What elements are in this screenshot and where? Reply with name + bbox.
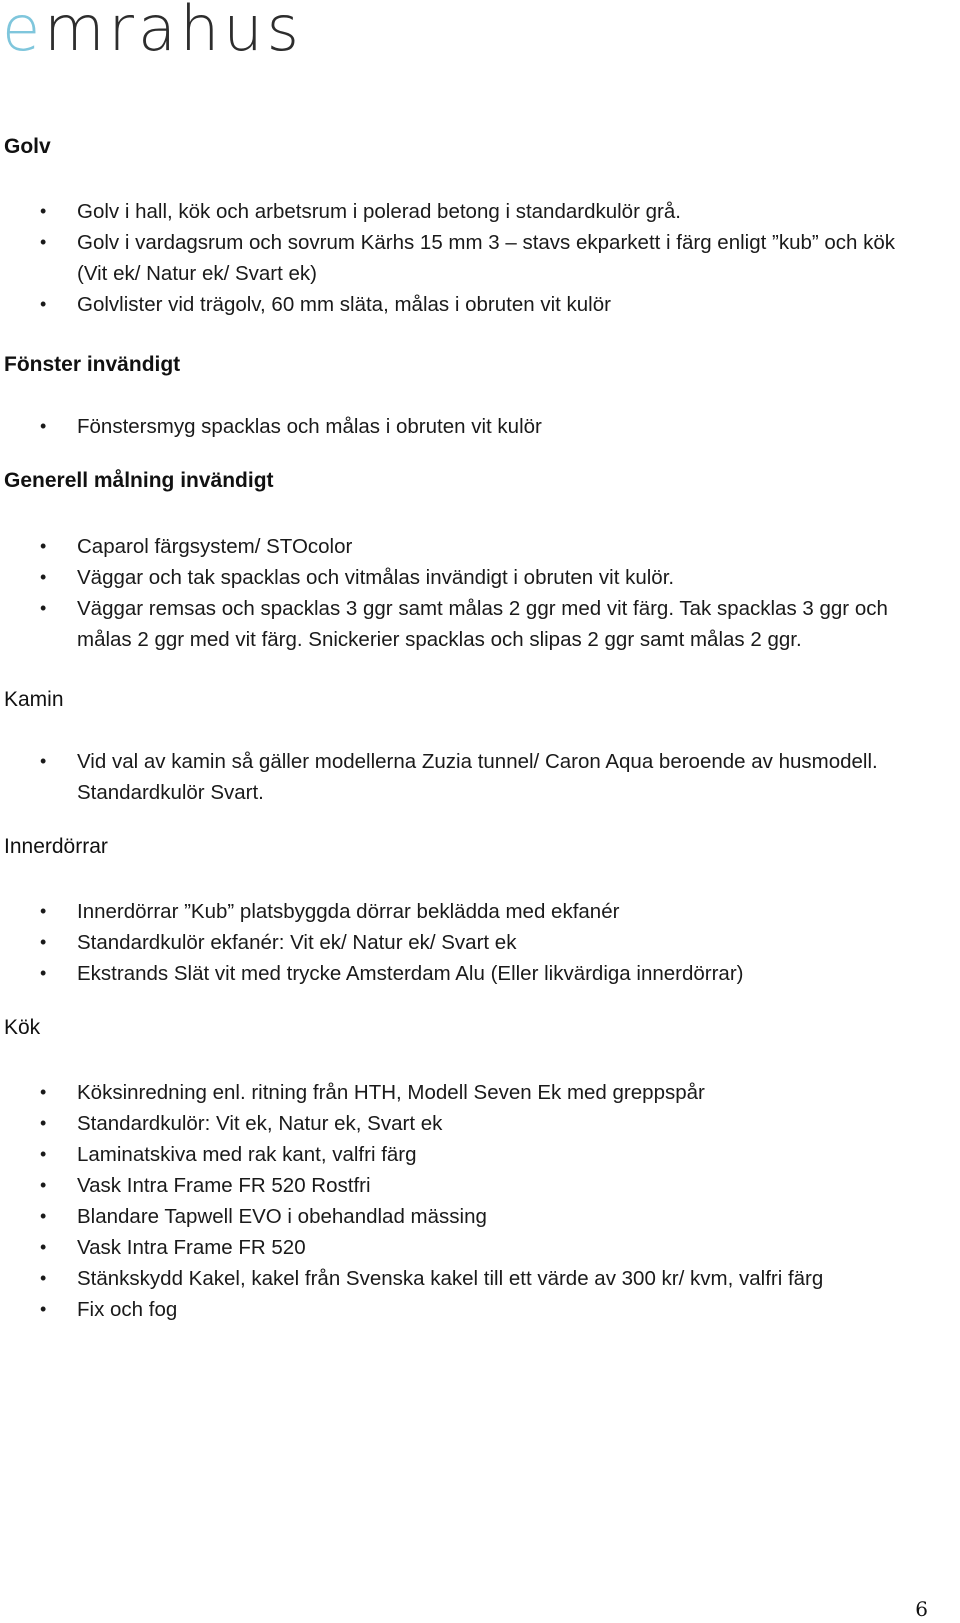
bullet-icon: • [40,1206,47,1226]
list-item-text: Golvlister vid trägolv, 60 mm släta, målas i obruten vit kulör [77,293,611,316]
list-item-text: Fix och fog [77,1298,178,1321]
list-item-text: Standardkulör ekfanér: Vit ek/ Natur ek/ Svart ek [77,931,517,954]
list-item [0,927,960,958]
bullet-icon: • [40,232,47,252]
list-item-text: Köksinredning enl. ritning från HTH, Modell Seven Ek med greppspår [77,1081,705,1104]
list-item-text: Innerdörrar ”Kub” platsbyggda dörrar beklädda med ekfanér [77,900,620,923]
emrahus-logo [2,0,303,65]
bullet-icon: • [40,1299,47,1319]
list-item-text: Vid val av kamin så gäller modellerna Zuzia tunnel/ Caron Aqua beroende av husmodell. Standardkulör Svart. [77,750,878,804]
section-heading-fonster: Fönster invändigt [4,353,181,376]
section-heading-innerdorrar: Innerdörrar [4,835,108,858]
list-item-text: Golv i hall, kök och arbetsrum i polerad betong i standardkulör grå. [77,200,681,223]
bullet-icon: • [40,901,47,921]
bullet-icon: • [40,1113,47,1133]
list-item-text: Laminatskiva med rak kant, valfri färg [77,1143,417,1166]
list-item-text: Standardkulör: Vit ek, Natur ek, Svart ek [77,1112,443,1135]
bullet-icon: • [40,1268,47,1288]
list-item [0,1077,960,1108]
list-item [0,1170,960,1201]
bullet-icon: • [40,416,47,436]
bullet-icon: • [40,1144,47,1164]
list-item [0,1263,960,1294]
bullet-icon: • [40,567,47,587]
section-heading-golv: Golv [4,135,51,158]
list-item [0,1108,960,1139]
list-fonster [0,411,960,442]
list-item-text: Golv i vardagsrum och sovrum Kärhs 15 mm 3 – stavs ekparkett i färg enligt ”kub” och kök (Vit ek/ Natur ek/ Svart ek) [77,231,896,285]
list-innerdorrar [0,896,960,989]
bullet-icon: • [40,1237,47,1257]
list-item [0,289,960,320]
bullet-icon: • [40,963,47,983]
list-item [0,593,960,655]
bullet-icon: • [40,598,47,618]
list-item-text: Vask Intra Frame FR 520 Rostfri [77,1174,371,1197]
list-item [0,562,960,593]
list-kamin [0,746,960,808]
page-number: 6 [915,1597,928,1621]
list-item-text: Blandare Tapwell EVO i obehandlad mässing [77,1205,487,1228]
list-item [0,196,960,227]
bullet-icon: • [40,536,47,556]
bullet-icon: • [40,751,47,771]
list-item [0,531,960,562]
section-heading-malning: Generell målning invändigt [4,469,274,492]
logo-first-letter: e [2,0,45,65]
list-item [0,746,960,808]
list-item-text: Stänkskydd Kakel, kakel från Svenska kakel till ett värde av 300 kr/ kvm, valfri färg [77,1267,824,1290]
list-item-text: Väggar remsas och spacklas 3 ggr samt målas 2 ggr med vit färg. Tak spacklas 3 ggr och målas 2 ggr med vit färg. Snickerier spacklas och slipas 2 ggr samt målas 2 ggr. [77,597,888,651]
list-golv [0,196,960,320]
logo-rest: mrahus [44,0,303,65]
list-item [0,1201,960,1232]
list-item [0,411,960,442]
list-item [0,227,960,289]
bullet-icon: • [40,932,47,952]
list-item [0,958,960,989]
bullet-icon: • [40,1175,47,1195]
list-malning [0,531,960,655]
list-item [0,1294,960,1325]
list-item [0,1232,960,1263]
list-item [0,896,960,927]
list-item-text: Väggar och tak spacklas och vitmålas invändigt i obruten vit kulör. [77,566,675,589]
list-item-text: Caparol färgsystem/ STOcolor [77,535,353,558]
list-item [0,1139,960,1170]
list-item-text: Vask Intra Frame FR 520 [77,1236,306,1259]
bullet-icon: • [40,201,47,221]
list-kok [0,1077,960,1325]
bullet-icon: • [40,294,47,314]
list-item-text: Fönstersmyg spacklas och målas i obruten vit kulör [77,415,542,438]
bullet-icon: • [40,1082,47,1102]
section-heading-kok: Kök [4,1016,41,1039]
section-heading-kamin: Kamin [4,688,64,711]
list-item-text: Ekstrands Slät vit med trycke Amsterdam Alu (Eller likvärdiga innerdörrar) [77,962,744,985]
